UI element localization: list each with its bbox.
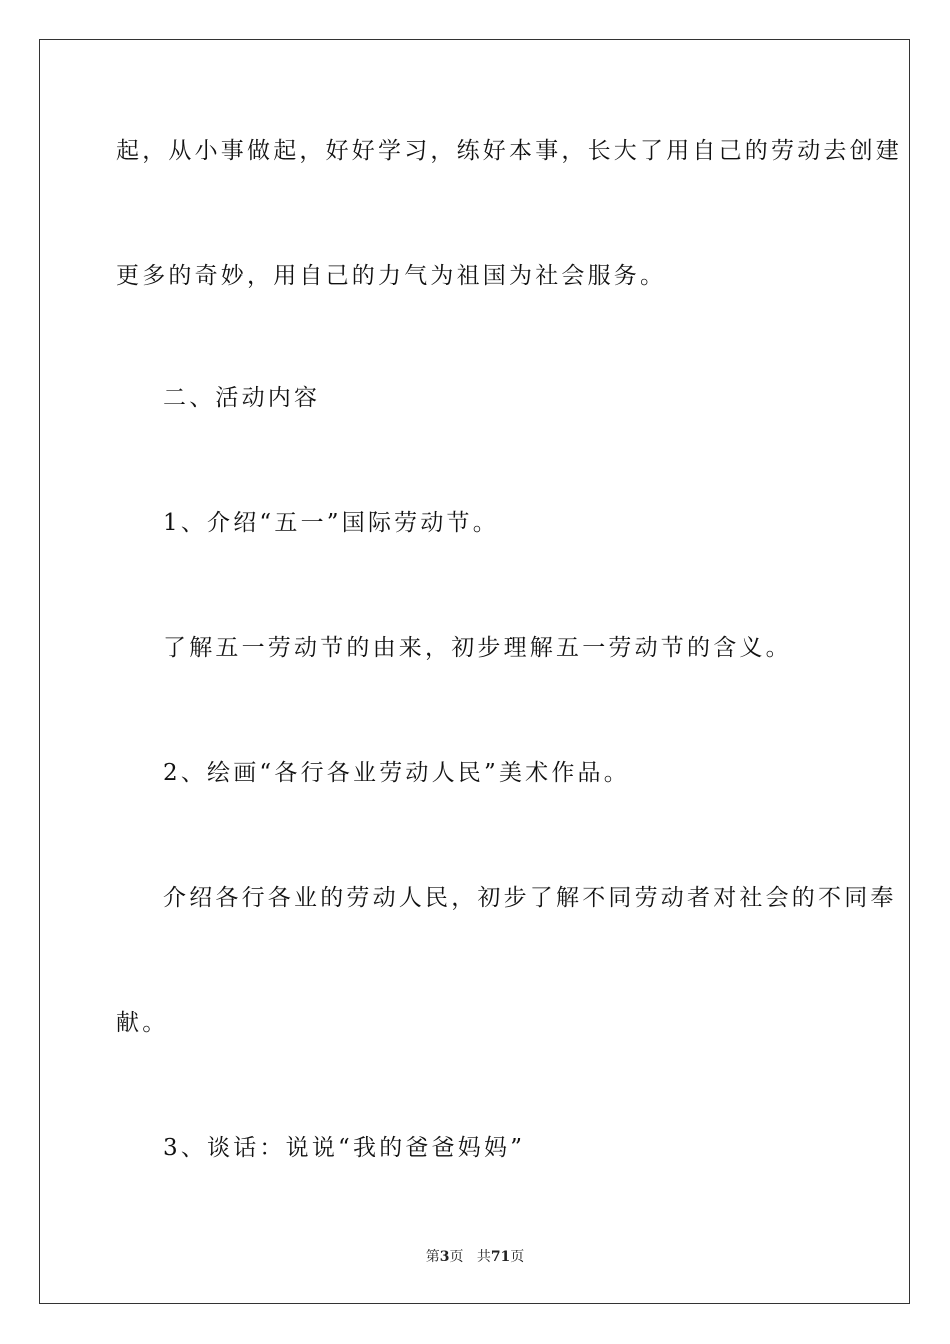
- section-heading: 二、活动内容: [163, 385, 321, 411]
- page-footer: [0, 1246, 950, 1266]
- page-border: [39, 39, 910, 1304]
- list-item-heading: 1、介绍“五一”国际劳动节。: [163, 510, 499, 536]
- paragraph-line: 介绍各行各业的劳动人民，初步了解不同劳动者对社会的不同奉: [163, 885, 897, 911]
- total-pages: 71: [490, 1249, 511, 1265]
- list-item-heading: 3、谈话：说说“我的爸爸妈妈”: [163, 1135, 526, 1161]
- paragraph-line: 更多的奇妙，用自己的力气为祖国为社会服务。: [116, 263, 667, 289]
- page-suffix: 页: [449, 1249, 464, 1265]
- paragraph-line: 起，从小事做起，好好学习，练好本事，长大了用自己的劳动去创建: [116, 138, 902, 164]
- paragraph-line: 献。: [116, 1010, 169, 1036]
- paragraph-line: 了解五一劳动节的由来，初步理解五一劳动节的含义。: [163, 635, 792, 661]
- total-suffix: 页: [510, 1249, 525, 1265]
- total-prefix: 共: [476, 1249, 491, 1265]
- list-item-heading: 2、绘画“各行各业劳动人民”美术作品。: [163, 760, 630, 786]
- page-number: 3: [439, 1249, 450, 1265]
- page-prefix: 第: [425, 1249, 440, 1265]
